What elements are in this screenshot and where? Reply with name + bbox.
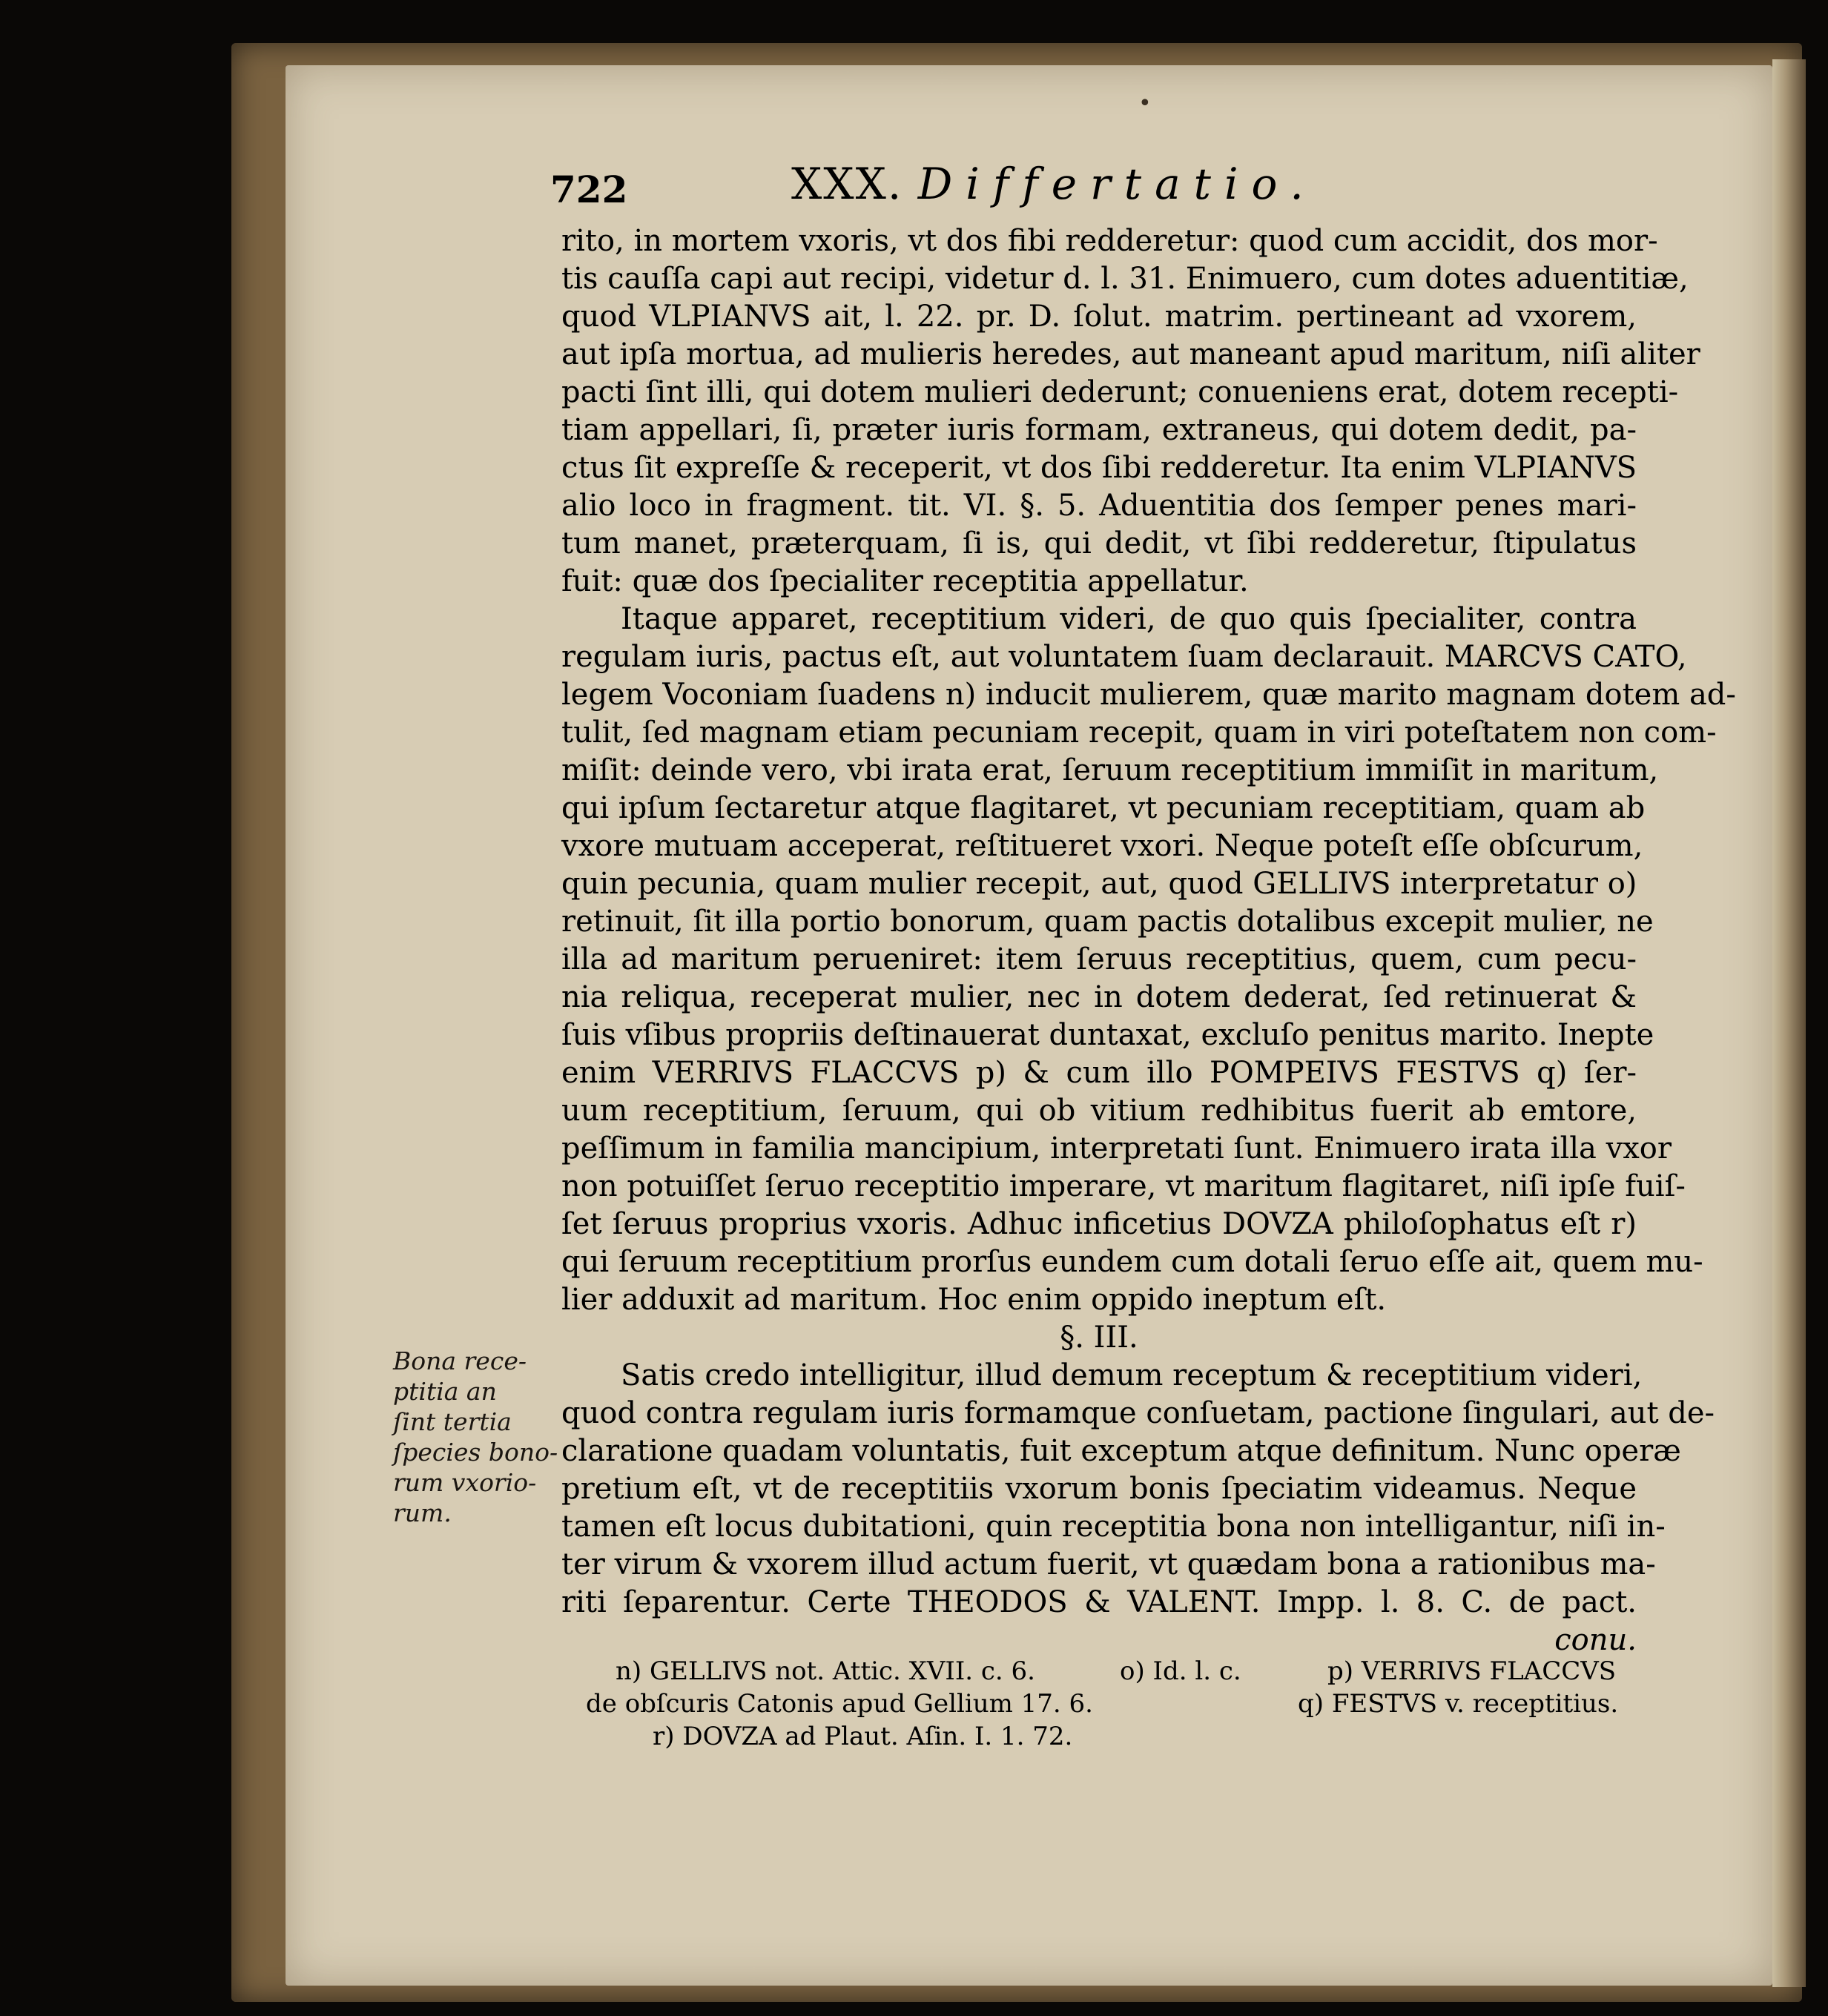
text-line: alio loco in fragment. tit. VI. §. 5. Aduentitia dos ſemper penes mari-: [561, 489, 1637, 523]
footnote-p: p) VERRIVS FLACCVS: [1327, 1656, 1617, 1686]
page-fore-edge: [1772, 59, 1806, 1987]
margin-note-line: ptitia an: [393, 1377, 497, 1406]
text-line: non potuiſſet ſeruo receptitio imperare, vt maritum flagitaret, niſi ipſe fuiſ-: [561, 1169, 1686, 1203]
text-line: regulam iuris, pactus eſt, aut voluntatem ſuam declarauit. MARCVS CATO,: [561, 640, 1687, 674]
text-line: peſſimum in familia mancipium, interpretati ſunt. Enimuero irata illa vxor: [561, 1131, 1672, 1166]
text-line: aut ipſa mortua, ad mulieris heredes, aut maneant apud maritum, niſi aliter: [561, 337, 1700, 371]
text-line: ſuis vſibus propriis deſtinauerat duntaxat, excluſo penitus marito. Inepte: [561, 1018, 1654, 1052]
margin-note-line: rum.: [393, 1498, 452, 1527]
text-line: miſit: deinde vero, vbi irata erat, ſeruum receptitium immiſit in maritum,: [561, 753, 1659, 787]
text-line: legem Voconiam ſuadens n) inducit mulierem, quæ marito magnam dotem ad-: [561, 678, 1736, 712]
text-line: riti ſeparentur. Certe THEODOS & VALENT. Impp. l. 8. C. de pact.: [561, 1585, 1637, 1619]
text-line: tulit, ſed magnam etiam pecuniam recepit, quam in viri poteſtatem non com-: [561, 715, 1717, 750]
text-line: ſet ſeruus proprius vxoris. Adhuc inficetius DOVZA philoſophatus eſt r): [561, 1207, 1637, 1241]
text-line: tiam appellari, ſi, præter iuris formam, extraneus, qui dotem dedit, pa-: [561, 413, 1637, 447]
text-line: ctus ſit expreſſe & receperit, vt dos ſibi redderetur. Ita enim VLPIANVS: [561, 451, 1637, 485]
text-line: vxore mutuam acceperat, reſtitueret vxori. Neque poteſt eſſe obſcurum,: [561, 829, 1643, 863]
text-line: qui ipſum ſectaretur atque flagitaret, vt pecuniam receptitiam, quam ab: [561, 791, 1646, 825]
text-line: pretium eſt, vt de receptitiis vxorum bonis ſpeciatim videamus. Neque: [561, 1472, 1637, 1506]
ornament-mark: •: [1138, 90, 1152, 116]
margin-note-line: ſpecies bono-: [393, 1438, 558, 1467]
title-word: Differtatio.: [917, 159, 1317, 209]
text-line: fuit: quæ dos ſpecialiter receptitia appellatur.: [561, 564, 1249, 598]
text-line: tis cauſſa capi aut recipi, videtur d. l. 31. Enimuero, cum dotes aduentitiæ,: [561, 262, 1689, 296]
paragraph-start: Satis credo intelligitur, illud demum receptum & receptitium videri,: [621, 1358, 1643, 1392]
text-line: illa ad maritum perueniret: item ſeruus receptitius, quem, cum pecu-: [561, 942, 1637, 976]
text-line: tamen eſt locus dubitationi, quin receptitia bona non intelligantur, niſi in-: [561, 1510, 1666, 1544]
text-line: claratione quadam voluntatis, fuit exceptum atque definitum. Nunc operæ: [561, 1434, 1681, 1468]
text-line: retinuit, ſit illa portio bonorum, quam pactis dotalibus excepit mulier, ne: [561, 905, 1654, 939]
text-line: quin pecunia, quam mulier recepit, aut, quod GELLIVS interpretatur o): [561, 867, 1637, 901]
catchword: conu.: [1554, 1623, 1637, 1657]
text-line: uum receptitium, ſeruum, qui ob vitium redhibitus fuerit ab emtore,: [561, 1094, 1637, 1128]
running-title: [791, 159, 1317, 209]
text-line: pacti ſint illi, qui dotem mulieri dederunt; conueniens erat, dotem recepti-: [561, 375, 1679, 409]
text-line: lier adduxit ad maritum. Hoc enim oppido ineptum eſt.: [561, 1283, 1387, 1317]
footnote-q: q) FESTVS v. receptitius.: [1298, 1689, 1619, 1719]
text-line: quod VLPIANVS ait, l. 22. pr. D. ſolut. matrim. pertineant ad vxorem,: [561, 300, 1637, 334]
body-text: [561, 222, 1736, 1659]
page-number: 722: [550, 168, 628, 211]
text-line: enim VERRIVS FLACCVS p) & cum illo POMPEIVS FESTVS q) ſer-: [561, 1056, 1637, 1090]
margin-note-line: Bona rece-: [393, 1346, 527, 1375]
footnote-n-continued: de obſcuris Catonis apud Gellium 17. 6.: [586, 1689, 1093, 1719]
footnote-o: o) Id. l. c.: [1120, 1656, 1241, 1686]
margin-note-line: rum vxorio-: [393, 1468, 537, 1497]
text-line: rito, in mortem vxoris, vt dos fibi redderetur: quod cum accidit, dos mor-: [561, 224, 1658, 258]
running-header: [550, 159, 1366, 218]
margin-note-line: ſint tertia: [393, 1407, 512, 1436]
margin-note: [393, 1346, 556, 1528]
text-line: qui ſeruum receptitium prorſus eundem cum dotali ſeruo eſſe ait, quem mu-: [561, 1245, 1703, 1279]
title-prefix: XXX.: [791, 159, 903, 209]
text-line: nia reliqua, receperat mulier, nec in dotem dederat, ſed retinuerat &: [561, 980, 1637, 1014]
text-line: tum manet, præterquam, ſi is, qui dedit, vt ſibi redderetur, ſtipulatus: [561, 526, 1637, 561]
section-heading: §. III.: [1060, 1321, 1138, 1355]
footnote-r: r) DOVZA ad Plaut. Aſin. I. 1. 72.: [653, 1722, 1073, 1751]
text-line: quod contra regulam iuris formamque conſuetam, pactione ſingulari, aut de-: [561, 1396, 1715, 1430]
paragraph-start: Itaque apparet, receptitium videri, de quo quis ſpecialiter, contra: [621, 602, 1637, 636]
text-line: ter virum & vxorem illud actum fuerit, vt quædam bona a rationibus ma-: [561, 1547, 1656, 1582]
footnote-n: n) GELLIVS not. Attic. XVII. c. 6.: [616, 1656, 1035, 1686]
